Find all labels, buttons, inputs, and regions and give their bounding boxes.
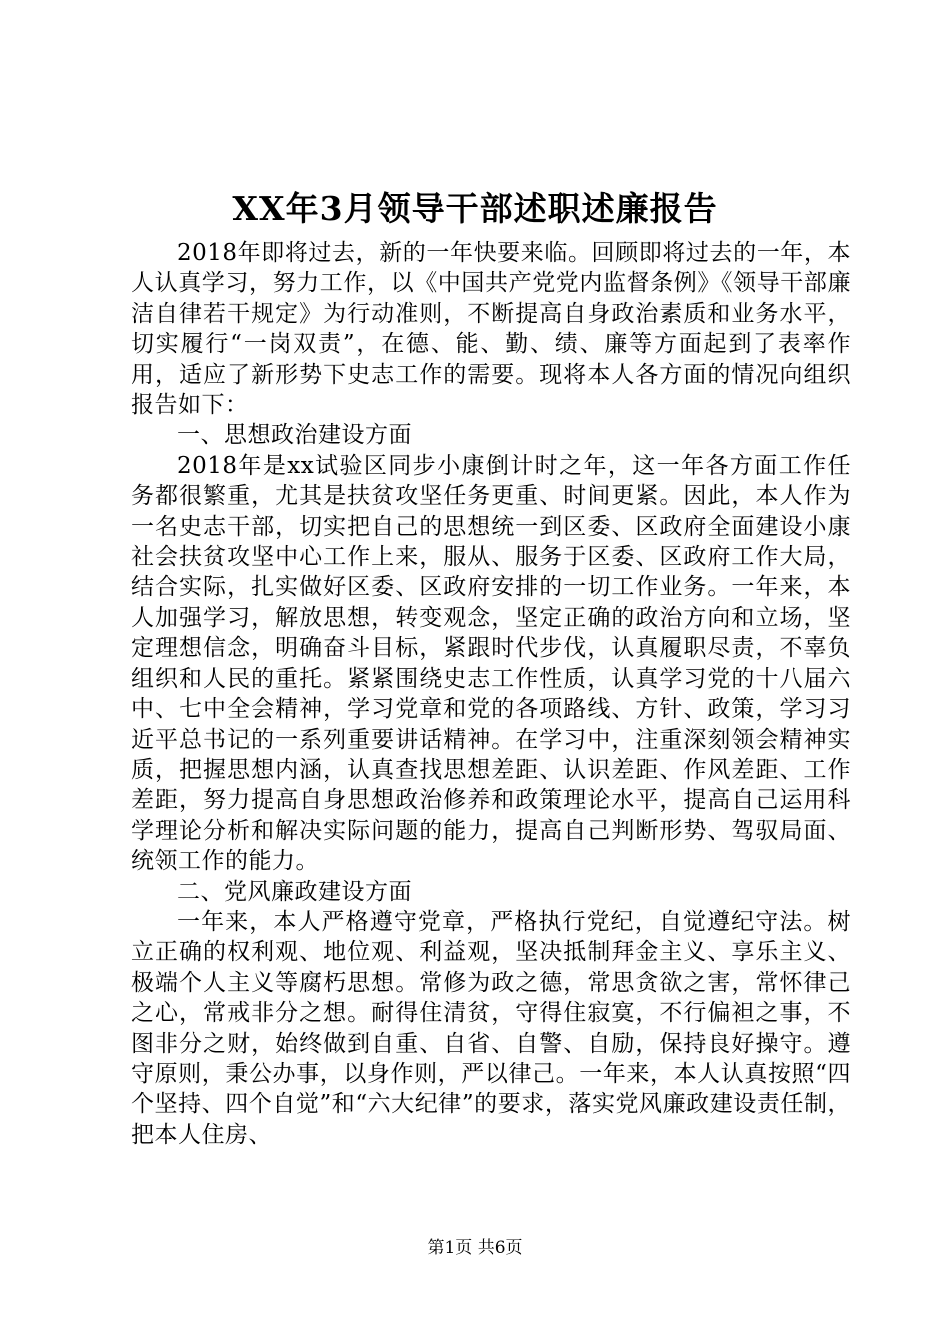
- section-heading-2: 二、党风廉政建设方面: [177, 878, 412, 905]
- paragraph-integrity: 一年来，本人严格遵守党章，严格执行党纪，自觉遵纪守法。树立正确的权利观、地位观、利益观，坚决抵制拜金主义、享乐主义、极端个人主义等腐朽思想。常修为政之德，常思贪欲之害，常怀律己之心，常戒非分之想。耐得住清贫，守得住寂寞，不行偏袒之事，不图非分之财，始终做到自重、自省、自警、自励，保持良好操守。遵守原则，秉公办事，以身作则，严以律己。一年来，本人认真按照“四个坚持、四个自觉”和“六大纪律”的要求，落实党风廉政建设责任制，把本人住房、: [131, 908, 851, 1148]
- paragraph-political: 2018年是xx试验区同步小康倒计时之年，这一年各方面工作任务都很繁重，尤其是扶贫攻坚任务更重、时间更紧。因此，本人作为一名史志干部，切实把自己的思想统一到区委、区政府全面建设小康社会扶贫攻坚中心工作上来，服从、服务于区委、区政府工作大局，结合实际，扎实做好区委、区政府安排的一切工作业务。一年来，本人加强学习，解放思想，转变观念，坚定正确的政治方向和立场，坚定理想信念，明确奋斗目标，紧跟时代步伐，认真履职尽责，不辜负组织和人民的重托。紧紧围绕史志工作性质，认真学习党的十八届六中、七中全会精神，学习党章和党的各项路线、方针、政策，学习习近平总书记的一系列重要讲话精神。在学习中，注重深刻领会精神实质，把握思想内涵，认真查找思想差距、认识差距、作风差距、工作差距，努力提高自身思想政治修养和政策理论水平，提高自己运用科学理论分析和解决实际问题的能力，提高自己判断形势、驾驭局面、统领工作的能力。: [131, 452, 851, 875]
- page-number: 第1页 共6页: [427, 1238, 523, 1258]
- paragraph-intro: 2018年即将过去，新的一年快要来临。回顾即将过去的一年，本人认真学习，努力工作，以《中国共产党党内监督条例》《领导干部廉洁自律若干规定》为行动准则，不断提高自身政治素质和业务水平，切实履行“一岗双责”，在德、能、勤、绩、廉等方面起到了表率作用，适应了新形势下史志工作的需要。现将本人各方面的情况向组织报告如下：: [131, 240, 851, 419]
- section-heading-1: 一、思想政治建设方面: [177, 422, 412, 449]
- document-title: XX年3月领导干部述职述廉报告: [232, 189, 718, 228]
- document-body: [131, 238, 851, 1150]
